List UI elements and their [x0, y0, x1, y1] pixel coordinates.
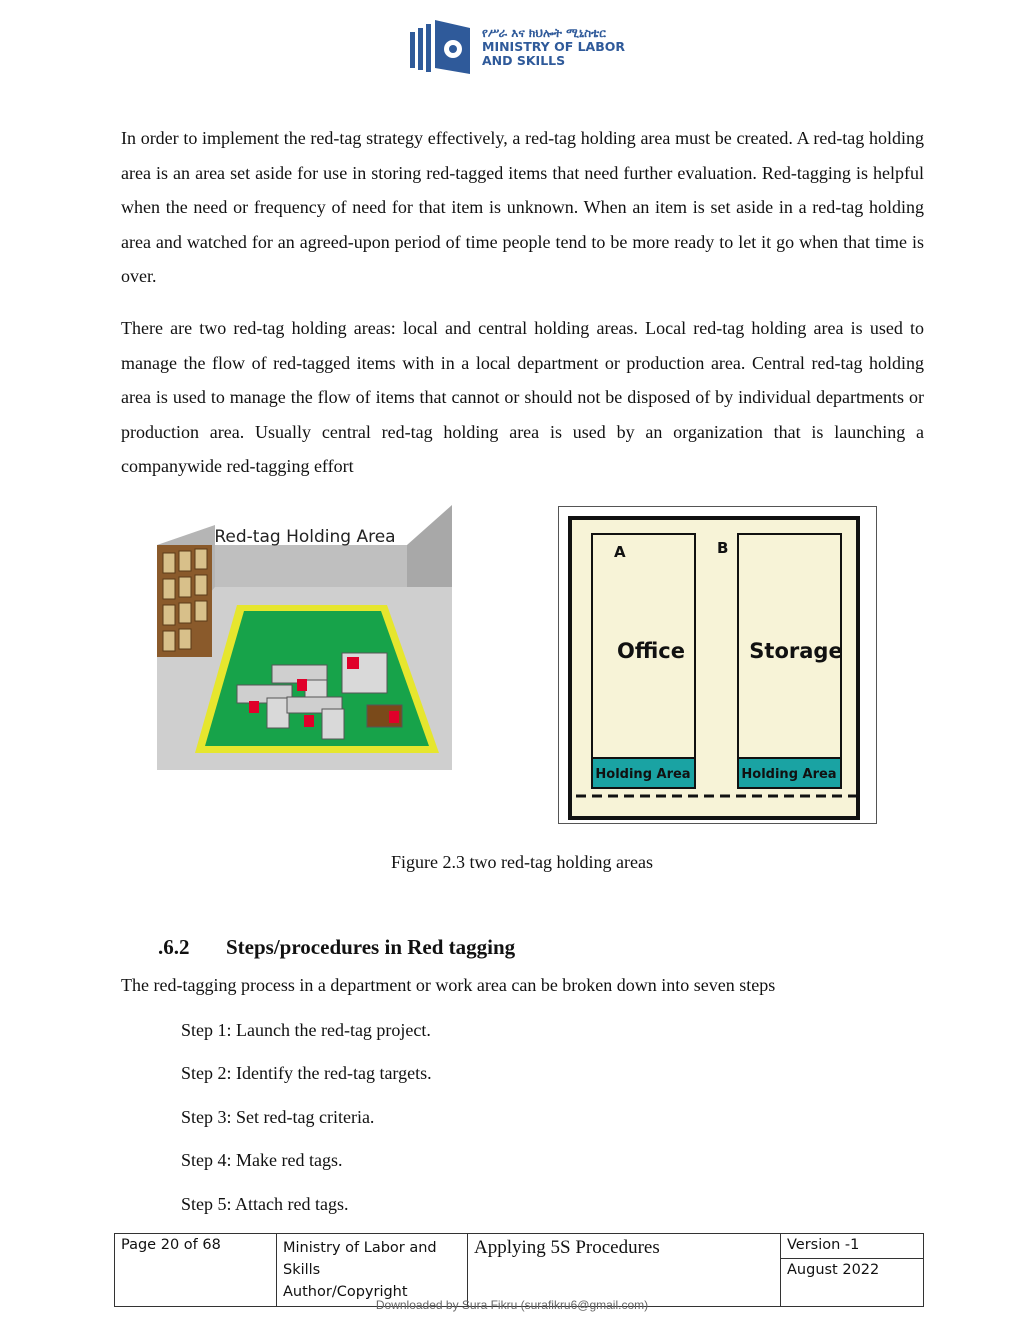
figure-caption: Figure 2.3 two red-tag holding areas — [391, 852, 653, 872]
label-a: A — [614, 543, 626, 561]
logo-line-1: MINISTRY OF LABOR — [482, 39, 626, 54]
footer-org-line-1: Ministry of Labor and — [283, 1240, 437, 1256]
footer-date: August 2022 — [781, 1259, 924, 1307]
label-b: B — [717, 539, 729, 557]
footer-title: Applying 5S Procedures — [468, 1234, 781, 1307]
footer-org-line-2: Skills — [283, 1262, 321, 1278]
list-item: Step 4: Make red tags. — [181, 1150, 343, 1171]
footer-page-number: Page 20 of 68 — [115, 1234, 277, 1307]
list-item: Step 2: Identify the red-tag targets. — [181, 1063, 432, 1084]
list-item: Step 1: Launch the red-tag project. — [181, 1020, 431, 1040]
holding-area-floor-plan — [558, 506, 877, 824]
paragraph-holding-area: In order to implement the red-tag strategy effectively, a red-tag holding area must be created. A red-tag holding area is an area set aside for use in storing red-tagged items that need further evaluation. Red-tagging is helpful when the need or frequency of need for that item is unknown. When an item is set aside in a red-tag holding area and watched for an agreed-upon period of time people tend to be more ready to let it go when that time is over. — [121, 128, 924, 287]
section-heading — [158, 935, 515, 960]
paragraph-two-holding-areas: There are two red-tag holding areas: local and central holding areas. Local red-tag holding area is used to manage the flow of red-tagged items with in a local department or production area. Central red-tag holding area is used to manage the flow of items that cannot or should not be disposed of by individual departments or production area. Usually central red-tag holding area is used by an organization that is launching a companywide red-tagging effort — [121, 318, 924, 477]
download-note: Downloaded by Sura Fikru (surafikru6@gmail.com) — [375, 1298, 649, 1312]
list-item: Step 5: Attach red tags. — [181, 1193, 349, 1214]
logo-line-2: AND SKILLS — [482, 53, 566, 68]
steps-list — [181, 1017, 432, 1234]
footer-org-line-3: Author/Copyright — [283, 1284, 408, 1300]
page-footer-table — [114, 1233, 924, 1307]
left-figure-title: Red-tag Holding Area — [214, 527, 396, 547]
section-number: .6.2 — [158, 935, 190, 959]
office-label: Office — [617, 639, 685, 663]
holding-area-label-storage: Holding Area — [741, 767, 837, 782]
section-intro: The red-tagging process in a department or work area can be broken down into seven steps — [121, 975, 776, 995]
logo-amharic-text: የሥራ እና ክህሎት ሚኒስቴር — [482, 26, 606, 40]
storage-label: Storage — [749, 639, 843, 663]
ministry-emblem-icon — [408, 18, 478, 78]
section-title: Steps/procedures in Red tagging — [226, 935, 516, 959]
holding-area-label-office: Holding Area — [595, 767, 691, 782]
footer-organization — [277, 1234, 468, 1307]
list-item: Step 3: Set red-tag criteria. — [181, 1106, 375, 1127]
red-tag-holding-area-illustration — [157, 505, 452, 770]
ministry-logo — [408, 18, 648, 78]
footer-version: Version -1 — [781, 1234, 924, 1259]
